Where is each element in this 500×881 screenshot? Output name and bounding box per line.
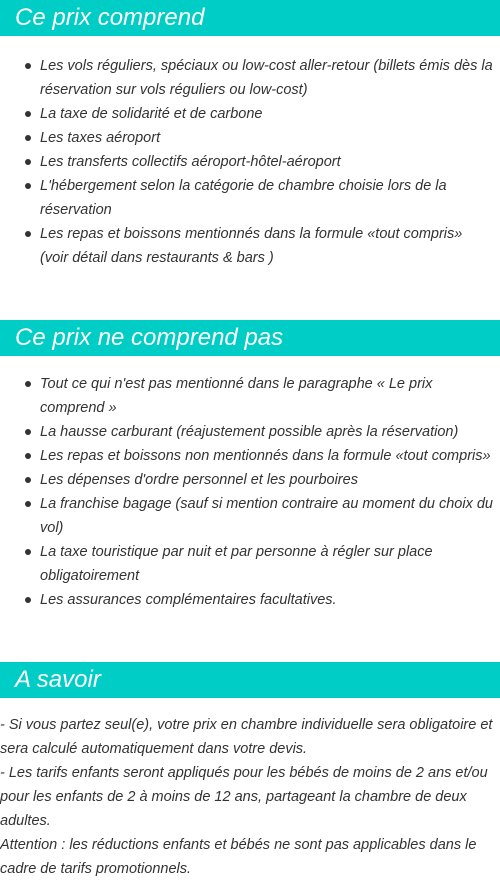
list-item: Les vols réguliers, spéciaux ou low-cost aller-retour (billets émis dès la réservation sur vols réguliers ou low-cost) bbox=[0, 54, 500, 102]
list-item: Les transferts collectifs aéroport-hôtel-aéroport bbox=[0, 150, 500, 174]
know-text bbox=[0, 713, 500, 881]
list-item: L'hébergement selon la catégorie de chambre choisie lors de la réservation bbox=[0, 174, 500, 222]
list-item: Les taxes aéroport bbox=[0, 126, 500, 150]
list-item: La taxe touristique par nuit et par personne à régler sur place obligatoirement bbox=[0, 540, 500, 588]
list-item: Les repas et boissons mentionnés dans la formule «tout compris» (voir détail dans restaurants & bars ) bbox=[0, 222, 500, 270]
section-header-excludes: Ce prix ne comprend pas bbox=[0, 320, 500, 356]
know-paragraph: - Si vous partez seul(e), votre prix en chambre individuelle sera obligatoire et sera calculé automatiquement dans votre devis. bbox=[0, 717, 493, 757]
list-item: La taxe de solidarité et de carbone bbox=[0, 102, 500, 126]
list-item: La hausse carburant (réajustement possible après la réservation) bbox=[0, 420, 500, 444]
section-header-know: A savoir bbox=[0, 662, 500, 698]
includes-list bbox=[0, 54, 500, 270]
list-item: Tout ce qui n'est pas mentionné dans le paragraphe « Le prix comprend » bbox=[0, 372, 500, 420]
know-paragraph: Attention : les réductions enfants et bébés ne sont pas applicables dans le cadre de tarifs promotionnels. bbox=[0, 837, 477, 877]
list-item: La franchise bagage (sauf si mention contraire au moment du choix du vol) bbox=[0, 492, 500, 540]
list-item: Les assurances complémentaires facultatives. bbox=[0, 588, 500, 612]
section-header-includes: Ce prix comprend bbox=[0, 0, 500, 36]
know-paragraph: - Les tarifs enfants seront appliqués pour les bébés de moins de 2 ans et/ou pour les enfants de 2 à moins de 12 ans, partageant la chambre de deux adultes. bbox=[0, 765, 488, 829]
list-item: Les dépenses d'ordre personnel et les pourboires bbox=[0, 468, 500, 492]
list-item: Les repas et boissons non mentionnés dans la formule «tout compris» bbox=[0, 444, 500, 468]
excludes-list bbox=[0, 372, 500, 612]
